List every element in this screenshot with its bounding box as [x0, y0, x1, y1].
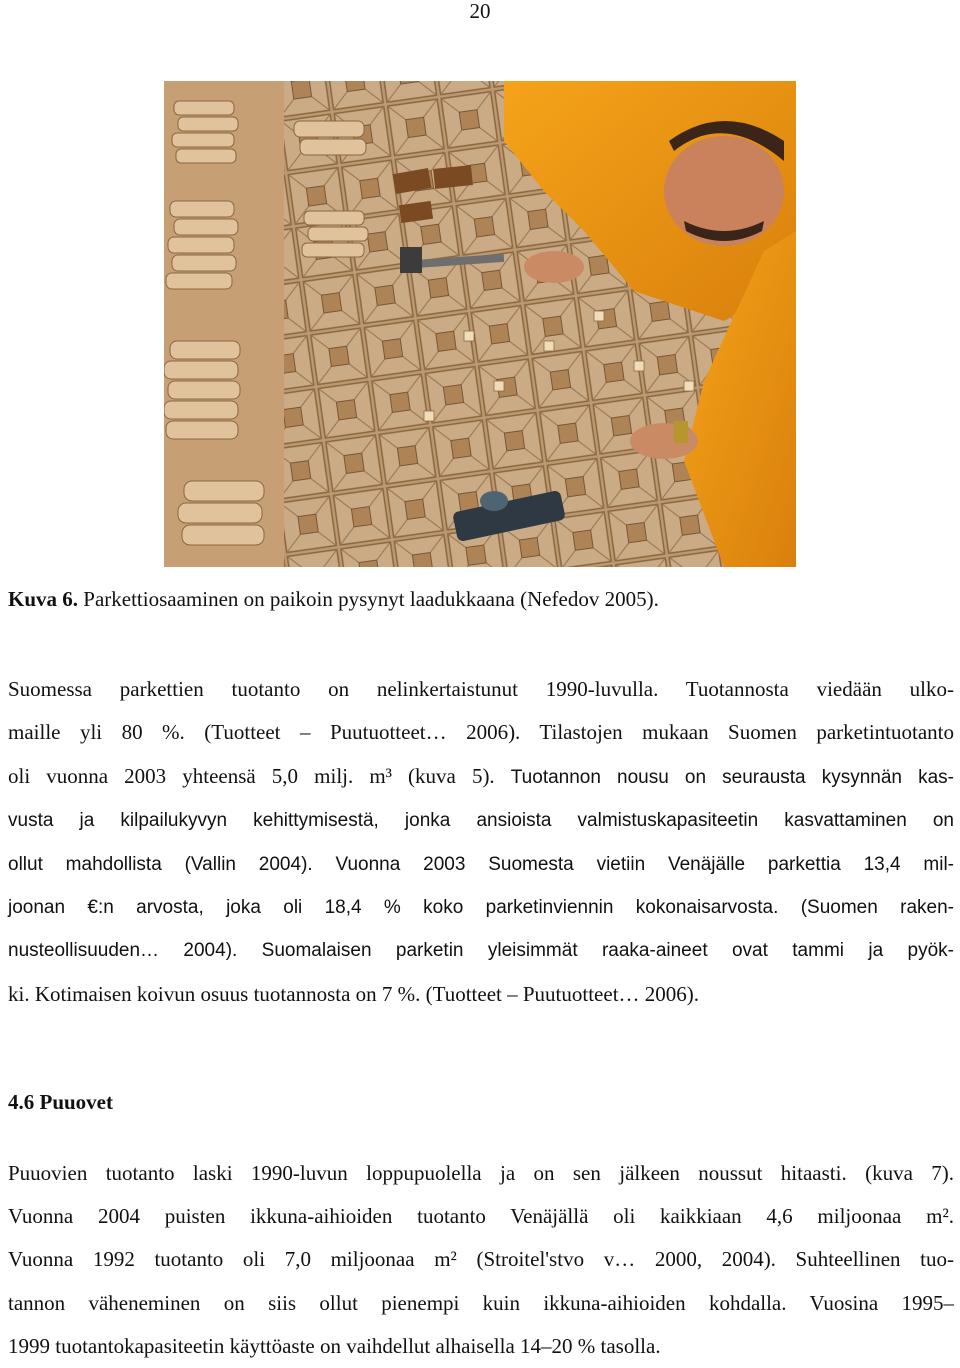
section-heading: 4.6 Puuovet [8, 1090, 113, 1114]
text-line: nusteollisuuden… 2004). Suomalaisen parketin yleisimmät raaka-aineet ovat tammi ja pyök- [8, 940, 954, 962]
text-segment: oli vuonna 2003 yhteensä 5,0 milj. m³ (kuva 5). [8, 763, 511, 788]
text-line: Puuovien tuotanto laski 1990-luvun loppupuolella ja on sen jälkeen noussut hitaasti. (kuva 7). [8, 1161, 954, 1185]
text-segment: Vuonna 2003 Suomesta vietiin Venäjälle parkettia 13,4 mil- [335, 853, 954, 875]
text-line: maille yli 80 %. (Tuotteet – Puutuotteet… 2006). Tilastojen mukaan Suomen parketintuotanto [8, 720, 954, 745]
text-line: joonan €:n arvosta, joka oli 18,4 % koko parketinviennin kokonaisarvosta. (Suomen raken- [8, 897, 954, 919]
text-line [8, 843, 954, 886]
text-line: Vuonna 1992 tuotanto oli 7,0 miljoonaa m² (Stroitel'stvo v… 2000, 2004). Suhteellinen tuo- [8, 1247, 954, 1272]
text-line: vusta ja kilpailukyvyn kehittymisestä, jonka ansioista valmistuskapasiteetin kasvattaminen on [8, 810, 954, 832]
caption-label: Kuva 6. [8, 587, 79, 611]
text-line: ki. Kotimaisen koivun osuus tuotannosta on 7 %. (Tuotteet – Puutuotteet… 2006). [8, 981, 700, 1006]
paragraph-parquet [8, 668, 954, 1016]
text-line: Suomessa parkettien tuotanto on nelinkertaistunut 1990-luvulla. Tuotannosta viedään ulko- [8, 677, 954, 701]
parquet-workers-photo [164, 81, 796, 567]
caption-text: Parkettiosaaminen on paikoin pysynyt laadukkaana (Nefedov 2005). [78, 587, 659, 611]
text-line [8, 755, 954, 799]
text-line: tannon väheneminen on siis ollut pienempi kuin ikkuna-aihioiden kohdalla. Vuosina 1995– [8, 1290, 954, 1315]
text-line: Vuonna 2004 puisten ikkuna-aihioiden tuotanto Venäjällä oli kaikkiaan 4,6 miljoonaa m². [8, 1204, 954, 1229]
text-segment: Tuotannon nousu on seurausta kysynnän kas- [510, 766, 955, 788]
figure-caption [8, 585, 659, 613]
text-line: 1999 tuotantokapasiteetin käyttöaste on vaihdellut alhaisella 14–20 % tasolla. [8, 1333, 661, 1358]
page-number: 20 [469, 0, 491, 23]
text-segment: ollut mahdollista (Vallin 2004). [8, 853, 336, 875]
paragraph-doors [8, 1152, 954, 1368]
